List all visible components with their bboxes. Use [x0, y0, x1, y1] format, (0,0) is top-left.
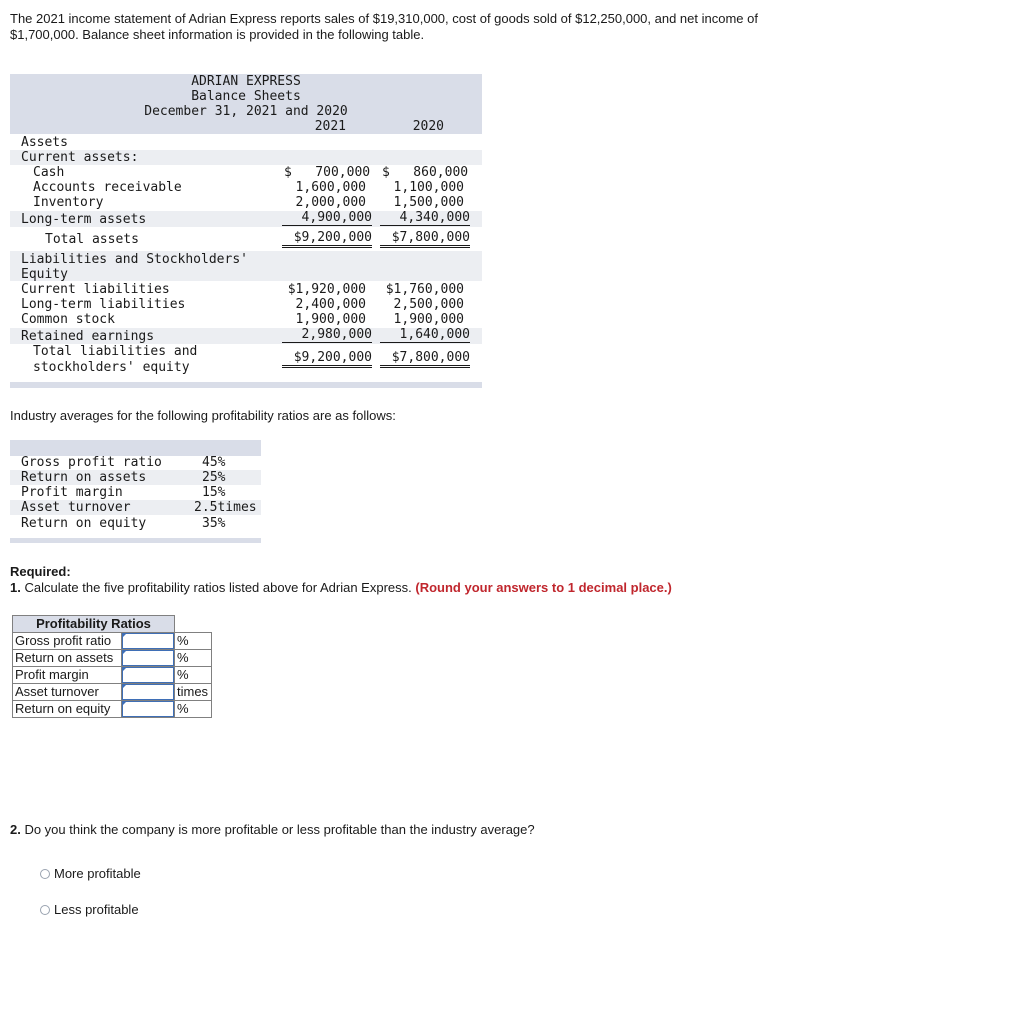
cs-label: Common stock — [21, 312, 115, 327]
industry-value: 2.5times — [194, 500, 257, 515]
industry-label: Return on equity — [21, 516, 147, 531]
total-le-2020: $7,800,000 — [380, 350, 470, 368]
assets-heading: Assets — [21, 135, 68, 150]
liab-heading: Liabilities and Stockholders' — [21, 252, 248, 267]
ltl-2020: 2,500,000 — [393, 297, 464, 312]
total-le-label-2: stockholders' equity — [33, 360, 190, 375]
cash-label: Cash — [33, 165, 65, 180]
ratio-label: Return on equity — [13, 701, 122, 718]
cash-2020: $ 860,000 — [382, 165, 469, 180]
ratio-label: Profit margin — [13, 667, 122, 684]
question-2: 2. Do you think the company is more profitable or less profitable than the industry average? — [10, 822, 535, 837]
cash-2021: $ 700,000 — [284, 165, 371, 180]
rounding-note: (Round your answers to 1 decimal place.) — [415, 580, 672, 595]
radio-less-profitable[interactable] — [40, 905, 50, 915]
ratio-label: Gross profit ratio — [13, 633, 122, 650]
inventory-2020: 1,500,000 — [393, 195, 464, 210]
industry-value: 15% — [202, 485, 226, 500]
cl-2021: $1,920,000 — [287, 282, 366, 297]
ar-2020: 1,100,000 — [393, 180, 464, 195]
question-1: 1. Calculate the five profitability ratios listed above for Adrian Express. (Round your answers to 1 decimal place.) — [10, 580, 672, 595]
profit-margin-input[interactable] — [122, 667, 174, 683]
ltl-label: Long-term liabilities — [21, 297, 186, 312]
re-2020: 1,640,000 — [380, 327, 470, 343]
table-row — [13, 684, 212, 701]
re-2021: 2,980,000 — [282, 327, 372, 343]
cl-label: Current liabilities — [21, 282, 170, 297]
required-heading: Required: — [10, 564, 71, 579]
option-label: Less profitable — [54, 902, 139, 917]
company-name: ADRIAN EXPRESS — [191, 74, 301, 89]
ltl-2021: 2,400,000 — [295, 297, 366, 312]
current-assets-heading: Current assets: — [21, 150, 139, 165]
return-on-equity-input[interactable] — [122, 701, 174, 717]
sheet-title: Balance Sheets — [191, 89, 301, 104]
ratio-unit: % — [175, 650, 212, 667]
inventory-2021: 2,000,000 — [295, 195, 366, 210]
industry-label: Return on assets — [21, 470, 147, 485]
cs-2020: 1,900,000 — [393, 312, 464, 327]
option-less-profitable[interactable] — [40, 902, 139, 917]
ratio-table-header: Profitability Ratios — [13, 616, 175, 633]
industry-table-header — [10, 440, 261, 456]
total-assets-label: Total assets — [45, 232, 139, 247]
required-section — [10, 564, 672, 596]
total-assets-2020: $7,800,000 — [380, 230, 470, 248]
ratio-unit: % — [175, 701, 212, 718]
cl-2020: $1,760,000 — [385, 282, 464, 297]
re-label: Retained earnings — [21, 329, 155, 344]
col-2020: 2020 — [412, 119, 444, 134]
lta-2020: 4,340,000 — [380, 210, 470, 226]
option-more-profitable[interactable] — [40, 866, 141, 881]
table-row — [13, 701, 212, 718]
total-assets-2021: $9,200,000 — [282, 230, 372, 248]
return-on-assets-input[interactable] — [122, 650, 174, 666]
industry-intro: Industry averages for the following profitability ratios are as follows: — [10, 408, 396, 423]
ratio-unit: % — [175, 667, 212, 684]
table-row — [13, 650, 212, 667]
ratio-unit: % — [175, 633, 212, 650]
profitability-ratios-table — [12, 615, 212, 718]
industry-value: 45% — [202, 455, 226, 470]
ratio-label: Return on assets — [13, 650, 122, 667]
industry-value: 25% — [202, 470, 226, 485]
industry-label: Profit margin — [21, 485, 123, 500]
sheet-date: December 31, 2021 and 2020 — [144, 104, 348, 119]
table-row — [13, 633, 212, 650]
option-label: More profitable — [54, 866, 141, 881]
inventory-label: Inventory — [33, 195, 104, 210]
lta-2021: 4,900,000 — [282, 210, 372, 226]
col-2021: 2021 — [314, 119, 346, 134]
industry-label: Gross profit ratio — [21, 455, 162, 470]
liab-heading-equity: Equity — [21, 267, 68, 282]
industry-label: Asset turnover — [21, 500, 131, 515]
industry-value: 35% — [202, 516, 226, 531]
problem-intro: The 2021 income statement of Adrian Express reports sales of $19,310,000, cost of goods sold of $12,250,000, and net income of $1,700,000. Balance sheet information is provided in the following table. — [10, 11, 758, 42]
total-le-label-1: Total liabilities and — [33, 344, 198, 359]
table-row — [13, 667, 212, 684]
cs-2021: 1,900,000 — [295, 312, 366, 327]
gross-profit-ratio-input[interactable] — [122, 633, 174, 649]
ar-2021: 1,600,000 — [295, 180, 366, 195]
asset-turnover-input[interactable] — [122, 684, 174, 700]
ratio-unit: times — [175, 684, 212, 701]
ratio-label: Asset turnover — [13, 684, 122, 701]
lta-label: Long-term assets — [21, 212, 147, 227]
radio-more-profitable[interactable] — [40, 869, 50, 879]
ar-label: Accounts receivable — [33, 180, 182, 195]
total-le-2021: $9,200,000 — [282, 350, 372, 368]
